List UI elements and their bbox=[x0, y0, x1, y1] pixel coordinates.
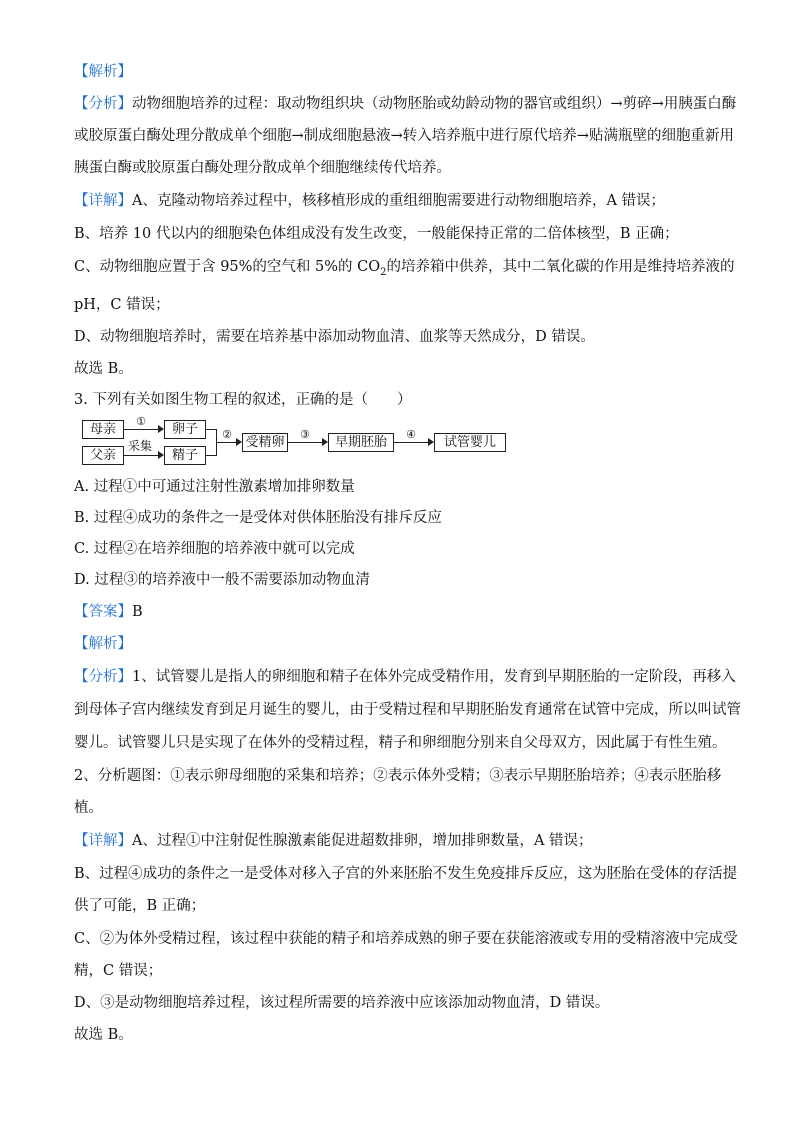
arrow-head-2 bbox=[236, 438, 242, 446]
fenxi-2-line-1: 【分析】1、试管婴儿是指人的卵细胞和精子在体外完成受精作用，发育到早期胚胎的一定阶段，再移入 bbox=[74, 668, 736, 685]
line-embryo-baby bbox=[394, 442, 428, 443]
line-father-sperm bbox=[124, 455, 158, 456]
xiangjie-label-2: 【详解】 bbox=[74, 832, 132, 849]
ivf-flow-diagram bbox=[78, 416, 538, 468]
arrow-head-3 bbox=[322, 438, 328, 446]
xiangjie-label-1: 【详解】 bbox=[74, 193, 132, 209]
box-early-embryo: 早期胚胎 bbox=[328, 433, 394, 452]
fenxi-label-1: 【分析】 bbox=[74, 96, 132, 112]
xiangjie-1-d: D、动物细胞培养时，需要在培养基中添加动物血清、血浆等天然成分，D 错误。 bbox=[74, 328, 595, 345]
xiangjie-1-b: B、培养 10 代以内的细胞染色体组成没有发生改变，一般能保持正常的二倍体核型，B 正确； bbox=[74, 226, 679, 242]
step-number-2: ② bbox=[222, 427, 232, 441]
arrow-head-1 bbox=[158, 425, 164, 433]
step-number-4: ④ bbox=[406, 427, 416, 441]
xiangjie-1-c2: pH，C 错误； bbox=[74, 296, 170, 313]
option-a: A. 过程①中可通过注射性激素增加排卵数量 bbox=[74, 478, 355, 495]
fenxi-1-line-3: 胰蛋白酶或胶原蛋白酶处理分散成单个细胞继续传代培养。 bbox=[74, 160, 451, 176]
document-page bbox=[74, 62, 741, 1045]
xiangjie-1-a: 【详解】A、克隆动物培养过程中，核移植形成的重组细胞需要进行动物细胞培养，A 错误； bbox=[74, 193, 666, 209]
box-mother: 母亲 bbox=[82, 420, 124, 439]
line-mother-egg bbox=[124, 429, 158, 430]
xiangjie-2-c2: 精，C 错误； bbox=[74, 962, 163, 979]
fenxi-1-line-2: 或胶原蛋白酶处理分散成单个细胞→制成细胞悬液→转入培养瓶中进行原代培养→贴满瓶壁的细胞重新用 bbox=[74, 128, 734, 144]
fenxi-2-line-3: 婴儿。试管婴儿只是实现了在体外的受精过程，精子和卵细胞分别来自父母双方，因此属于有性生殖。 bbox=[74, 734, 727, 751]
fenxi-label-2: 【分析】 bbox=[74, 668, 132, 685]
box-sperm: 精子 bbox=[164, 446, 206, 465]
xiangjie-2-c: C、②为体外受精过程，该过程中获能的精子和培养成熟的卵子要在获能溶液或专用的受精溶液中完成受 bbox=[74, 930, 738, 947]
collect-label: 采集 bbox=[128, 438, 153, 453]
bracket-top bbox=[206, 429, 216, 430]
fenxi-2-line-5: 植。 bbox=[74, 799, 103, 816]
xiangjie-2-b2: 供了可能，B 正确； bbox=[74, 897, 206, 914]
box-egg: 卵子 bbox=[164, 420, 206, 439]
line-to-zygote bbox=[216, 442, 236, 443]
xiangjie-1-c: C、动物细胞应置于含 95%的空气和 5%的 $CO_2$的培养箱中供养，其中二氧化碳的作用是维持培养液的 bbox=[74, 259, 735, 278]
answer-value: B bbox=[132, 603, 143, 620]
step-number-3: ③ bbox=[300, 427, 310, 441]
option-c: C. 过程②在培养细胞的培养液中就可以完成 bbox=[74, 540, 355, 557]
fenxi-2-line-4: 2、分析题图：①表示卵母细胞的采集和培养；②表示体外受精；③表示早期胚胎培养；④表示胚胎移 bbox=[74, 767, 722, 784]
conclusion-1: 故选 B。 bbox=[74, 360, 133, 377]
conclusion-2: 故选 B。 bbox=[74, 1026, 133, 1043]
analysis-heading-2: 【解析】 bbox=[74, 635, 132, 652]
arrow-head-collect bbox=[158, 451, 164, 459]
arrow-head-4 bbox=[428, 438, 434, 446]
fenxi-1-line-1: 【分析】动物细胞培养的过程：取动物组织块（动物胚胎或幼龄动物的器官或组织）→剪碎→用胰蛋白酶 bbox=[74, 96, 737, 112]
box-father: 父亲 bbox=[82, 446, 124, 465]
line-zygote-embryo bbox=[288, 442, 322, 443]
option-b: B. 过程④成功的条件之一是受体对供体胚胎没有排斥反应 bbox=[74, 509, 442, 526]
answer-line bbox=[74, 602, 734, 622]
xiangjie-2-d: D、③是动物细胞培养过程，该过程所需要的培养液中应该添加动物血清，D 错误。 bbox=[74, 994, 610, 1011]
answer-label: 【答案】 bbox=[74, 603, 132, 620]
analysis-heading-1: 【解析】 bbox=[74, 64, 132, 80]
fenxi-2-line-2: 到母体子宫内继续发育到足月诞生的婴儿，由于受精过程和早期胚胎发育通常在试管中完成，所以叫试管 bbox=[74, 701, 741, 718]
box-zygote: 受精卵 bbox=[242, 433, 288, 452]
step-number-1: ① bbox=[136, 414, 146, 428]
option-d: D. 过程③的培养液中一般不需要添加动物血清 bbox=[74, 571, 370, 588]
xiangjie-2-a: 【详解】A、过程①中注射促性腺激素能促进超数排卵，增加排卵数量，A 错误； bbox=[74, 832, 593, 849]
bracket-bottom bbox=[206, 455, 216, 456]
box-test-tube-baby: 试管婴儿 bbox=[434, 433, 506, 452]
xiangjie-2-b: B、过程④成功的条件之一是受体对移入子宫的外来胚胎不发生免疫排斥反应，这为胚胎在受体的存活提 bbox=[74, 865, 738, 882]
question-3-stem: 3. 下列有关如图生物工程的叙述，正确的是（ ） bbox=[74, 391, 412, 408]
